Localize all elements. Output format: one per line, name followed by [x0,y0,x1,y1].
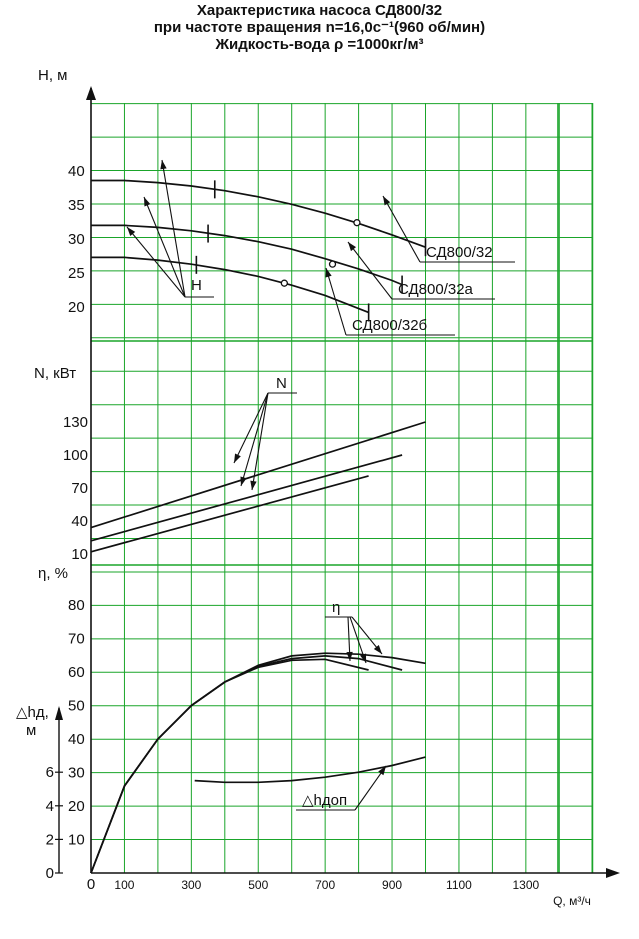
y-tick-label-power: 130 [62,414,88,431]
y-tick-label-efficiency: 40 [68,731,85,748]
design-point-32b [281,280,287,286]
x-axis-arrow [606,868,620,878]
x-axis-label: Q, м³/ч [553,894,591,908]
x-tick-label: 1100 [446,878,472,892]
y-tick-label-head: 35 [68,197,85,214]
chart-title-line-3: Жидкость-вода ρ =1000кг/м³ [215,36,424,53]
y-tick-label-npsh: 6 [45,764,54,782]
chart-title-line-2: при частоте вращения n=16,0с⁻¹(960 об/мин) [153,19,486,36]
series-pointer-32b-head [326,268,332,278]
x-tick-label: 0 [86,876,96,893]
efficiency-curve-32b [91,659,369,873]
y-tick-label-npsh: 2 [45,831,54,849]
series-pointer-32 [383,196,420,262]
x-tick-label: 900 [382,878,403,892]
y-tick-label-head: 25 [68,265,85,282]
annotation-n-arrow-1-head [234,454,241,463]
annotation-h: H [191,277,202,294]
x-tick-label: 500 [248,878,269,892]
chart-title-line-1: Характеристика насоса СД800/32 [196,2,443,19]
y-tick-label-npsh: 0 [45,865,54,882]
head-curve-32a [91,225,402,284]
y-tick-label-efficiency: 20 [68,798,85,815]
y-tick-label-head: 20 [68,299,85,316]
npsh-curve [195,757,426,782]
y-tick-label-efficiency: 10 [68,831,85,849]
annotation-h-arrow-2-head [144,197,150,207]
y-axis-arrow [86,86,96,100]
x-tick-label: 1300 [512,878,540,892]
y-tick-label-power: 70 [71,480,88,497]
y-tick-label-power: 10 [71,546,88,563]
series-label-32: СД800/32 [426,244,493,261]
y-tick-label-head: 40 [68,163,85,180]
y-axis-label-efficiency: η, % [38,565,69,582]
y-tick-label-head: 30 [68,231,85,248]
annotation-n-arrow-3-head [250,481,256,490]
annotation-eta-arrow-3-head [374,645,382,654]
y-tick-label-efficiency: 80 [68,597,85,614]
y-tick-label-power: 100 [62,447,88,464]
annotation-eta: η [332,599,341,616]
y-tick-label-efficiency: 70 [68,630,85,648]
series-label-32a: СД800/32а [398,281,473,298]
series-pointer-32a-head [348,242,356,251]
y-axis-label-head: H, м [38,67,68,84]
annotation-eta-arrow-1-head [346,652,352,661]
y-tick-label-efficiency: 30 [68,764,85,782]
annotation-n: N [276,375,287,392]
y-axis-label-npsh-unit: м [26,722,37,739]
x-tick-label: 100 [114,878,135,892]
y-axis-label-power: N, кВт [34,365,77,382]
annotation-npsh: △hдоп [302,792,348,809]
design-point-32 [354,220,360,226]
y-tick-label-power: 40 [71,513,88,530]
x-tick-label: 700 [315,878,336,892]
y-tick-label-efficiency: 50 [68,697,85,715]
y-axis-label-npsh: △hд, [16,704,49,721]
efficiency-curve-32a [91,656,402,873]
annotation-h-arrow-1-head [160,160,166,169]
x-tick-label: 300 [181,878,202,892]
npsh-axis-arrow [55,706,63,720]
annotation-h-arrow-2 [144,197,185,297]
series-label-32b: СД800/32б [352,317,428,334]
design-point-32a [330,261,336,267]
y-tick-label-efficiency: 60 [68,664,85,681]
y-tick-label-npsh: 4 [45,797,54,815]
